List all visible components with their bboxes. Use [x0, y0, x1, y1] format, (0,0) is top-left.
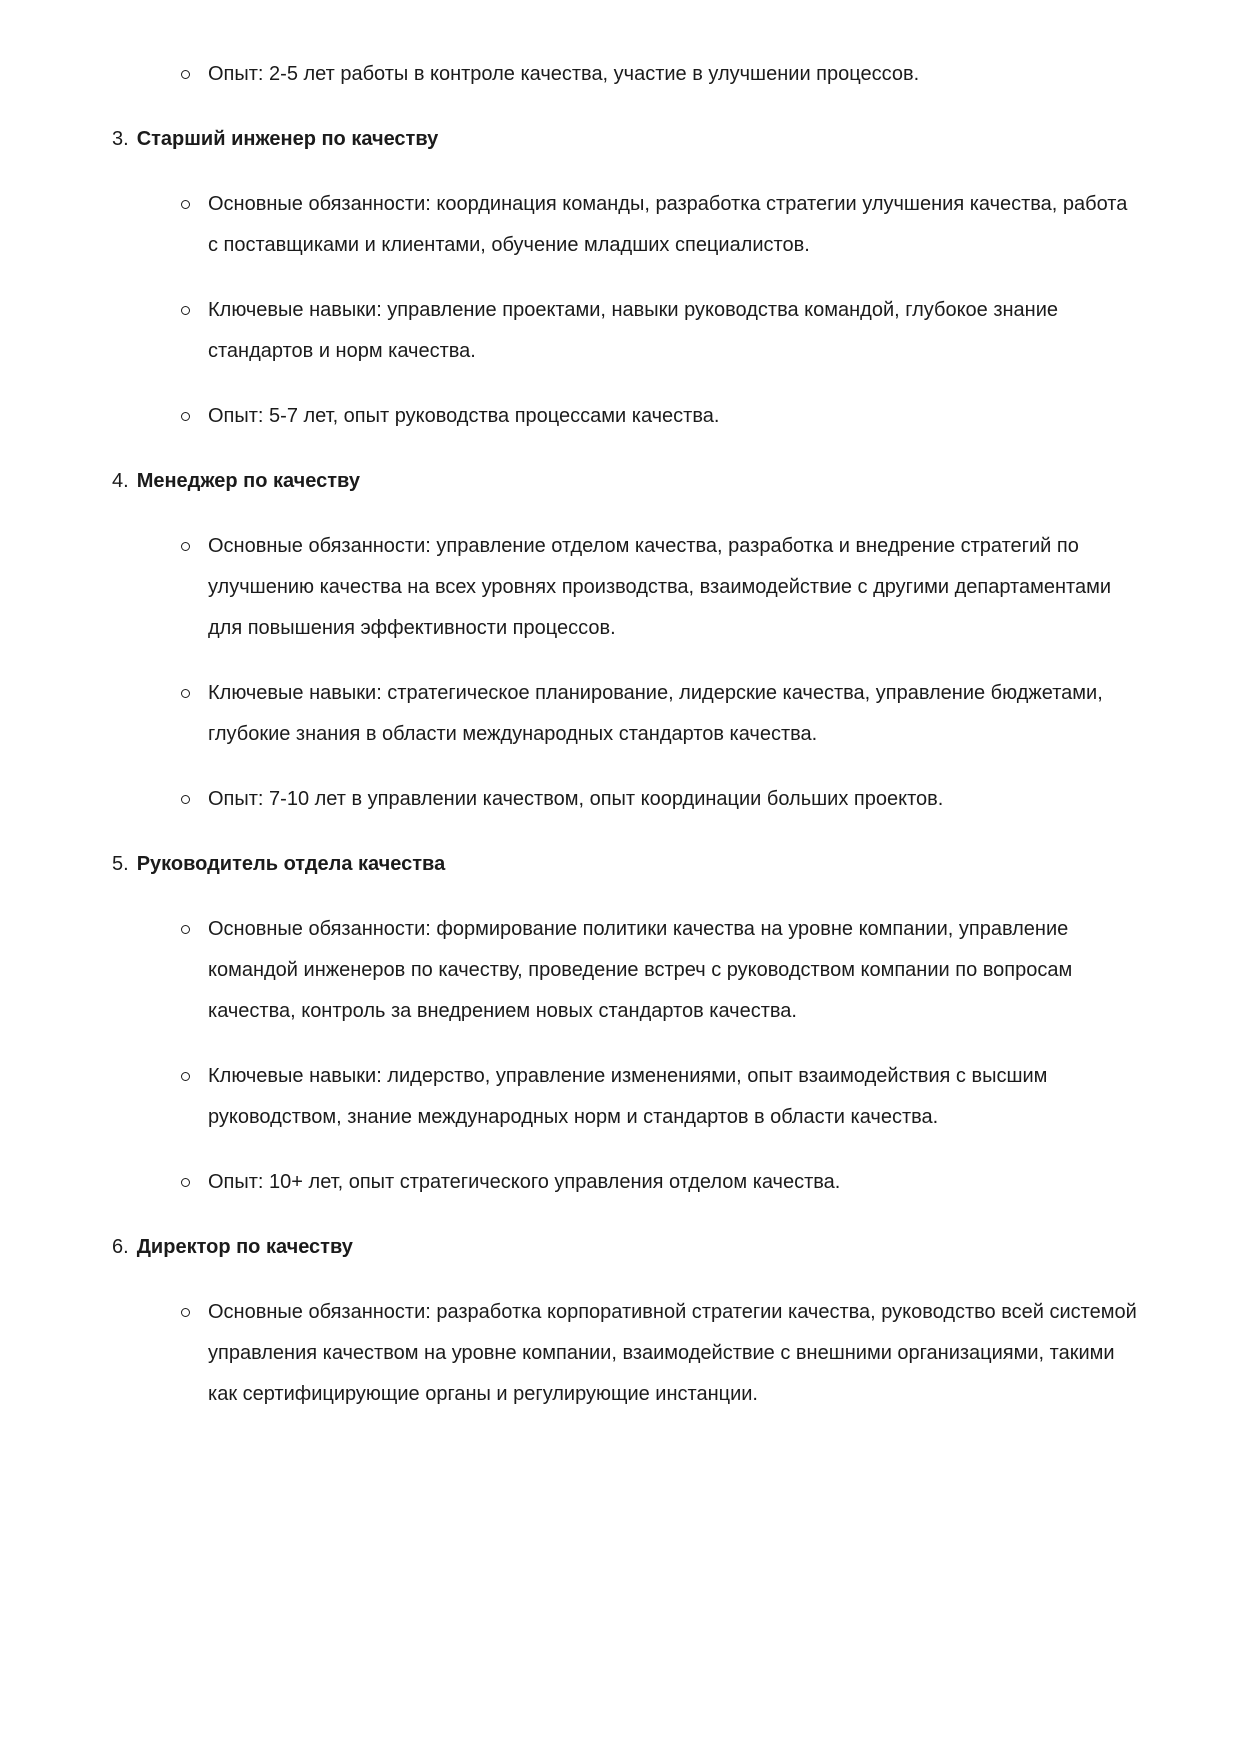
- bullet-text: Основные обязанности: координация команды, разработка стратегии улучшения качества, работа с поставщиками и клиентами, обучение младших специалистов.: [208, 193, 1128, 256]
- job-level-title: Руководитель отдела качества: [136, 853, 446, 875]
- circle-bullet-icon: [181, 689, 190, 698]
- bullet-item: [0, 1292, 1140, 1415]
- job-level-heading: [0, 461, 1140, 502]
- circle-bullet-icon: [181, 70, 190, 79]
- job-level-heading: [0, 1227, 1140, 1268]
- circle-bullet-icon: [181, 200, 190, 209]
- bullet-item: [0, 1056, 1140, 1138]
- bullet-list: [0, 1292, 1140, 1415]
- circle-bullet-icon: [181, 1308, 190, 1317]
- job-level-title: Старший инженер по качеству: [136, 128, 439, 150]
- circle-bullet-icon: [181, 1178, 190, 1187]
- job-level-section: [0, 119, 1140, 437]
- bullet-item: [0, 526, 1140, 649]
- bullet-item: [0, 290, 1140, 372]
- job-level-title: Менеджер по качеству: [136, 470, 360, 492]
- bullet-item: [0, 1162, 1140, 1203]
- list-number: 5.: [112, 853, 129, 875]
- job-level-title: Директор по качеству: [136, 1236, 353, 1258]
- bullet-item: [0, 396, 1140, 437]
- bullet-text: Опыт: 7-10 лет в управлении качеством, опыт координации больших проектов.: [208, 788, 944, 810]
- circle-bullet-icon: [181, 412, 190, 421]
- circle-bullet-icon: [181, 1072, 190, 1081]
- bullet-text: Опыт: 5-7 лет, опыт руководства процессами качества.: [208, 405, 720, 427]
- bullet-list: [0, 909, 1140, 1203]
- bullet-text: Опыт: 10+ лет, опыт стратегического управления отделом качества.: [208, 1171, 841, 1193]
- bullet-list: [0, 184, 1140, 437]
- circle-bullet-icon: [181, 306, 190, 315]
- bullet-item: [0, 184, 1140, 266]
- bullet-item: [0, 909, 1140, 1032]
- bullet-text: Опыт: 2-5 лет работы в контроле качества, участие в улучшении процессов.: [208, 63, 920, 85]
- bullet-item: [0, 54, 1140, 95]
- list-number: 4.: [112, 470, 129, 492]
- circle-bullet-icon: [181, 542, 190, 551]
- circle-bullet-icon: [181, 795, 190, 804]
- bullet-item: [0, 673, 1140, 755]
- job-level-section: [0, 844, 1140, 1203]
- list-number: 6.: [112, 1236, 129, 1258]
- bullet-text: Ключевые навыки: стратегическое планирование, лидерские качества, управление бюджетами, глубокие знания в области международных стандартов качества.: [208, 682, 1103, 745]
- bullet-text: Основные обязанности: разработка корпоративной стратегии качества, руководство всей системой управления качеством на уровне компании, взаимодействие с внешними организациями, такими как сертифицирующие органы и регулирующие инстанции.: [208, 1301, 1137, 1405]
- list-number: 3.: [112, 128, 129, 150]
- job-level-section: [0, 461, 1140, 820]
- bullet-list: [0, 526, 1140, 820]
- circle-bullet-icon: [181, 925, 190, 934]
- bullet-text: Основные обязанности: управление отделом качества, разработка и внедрение стратегий по улучшению качества на всех уровнях производства, взаимодействие с другими департаментами для повышения эффективности процессов.: [208, 535, 1112, 639]
- job-level-heading: [0, 119, 1140, 160]
- job-level-section: [0, 1227, 1140, 1415]
- bullet-text: Ключевые навыки: лидерство, управление изменениями, опыт взаимодействия с высшим руководством, знание международных норм и стандартов в области качества.: [208, 1065, 1048, 1128]
- bullet-text: Ключевые навыки: управление проектами, навыки руководства командой, глубокое знание стандартов и норм качества.: [208, 299, 1059, 362]
- intro-bullet-list: [0, 54, 1140, 95]
- bullet-item: [0, 779, 1140, 820]
- job-level-heading: [0, 844, 1140, 885]
- bullet-text: Основные обязанности: формирование политики качества на уровне компании, управление командой инженеров по качеству, проведение встреч с руководством компании по вопросам качества, контроль за внедрением новых стандартов качества.: [208, 918, 1073, 1022]
